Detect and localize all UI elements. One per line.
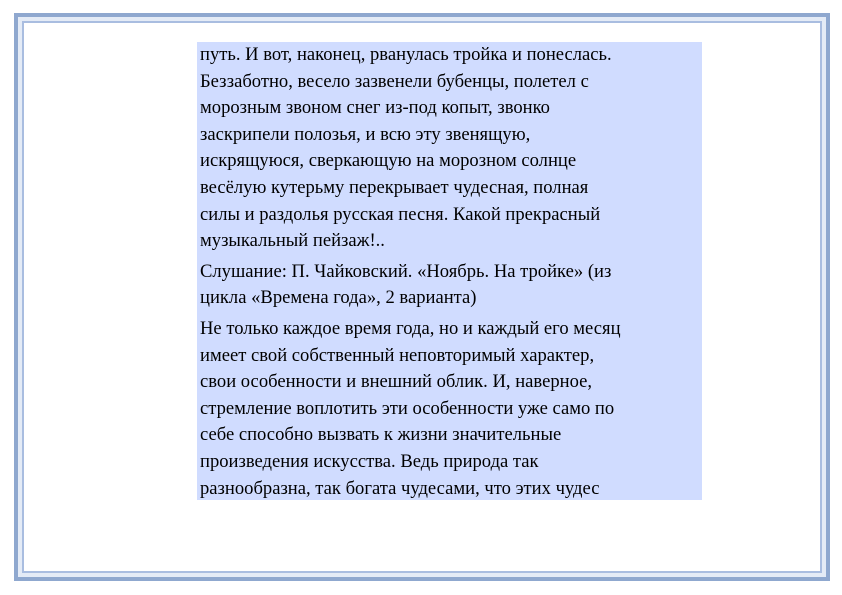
text-block	[197, 42, 702, 500]
paragraph-listening-note: Слушание: П. Чайковский. «Ноябрь. На тройке» (из цикла «Времена года», 2 варианта)	[200, 260, 612, 309]
paragraph-troika-description: путь. И вот, наконец, рванулась тройка и понеслась. Беззаботно, весело зазвенели бубенцы, полетел с морозным звоном снег из-под копыт, звонко заскрипели полозья, и всю эту звенящую, искрящуюся, сверкающую на морозном солнце весёлую кутерьму перекрывает чудесная, полная силы и раздолья русская песня. Какой прекрасный музыкальный пейзаж!..	[200, 44, 612, 252]
paragraph-seasons-text: Не только каждое время года, но и каждый его месяц имеет свой собственный неповторимый характер, свои особенности и внешний облик. И, наверное, стремление воплотить эти особенности уже само по себе способно вызвать к жизни значительные произведения искусства. Ведь природа так разнообразна, так богата чудесами, что этих чудес	[200, 317, 621, 499]
